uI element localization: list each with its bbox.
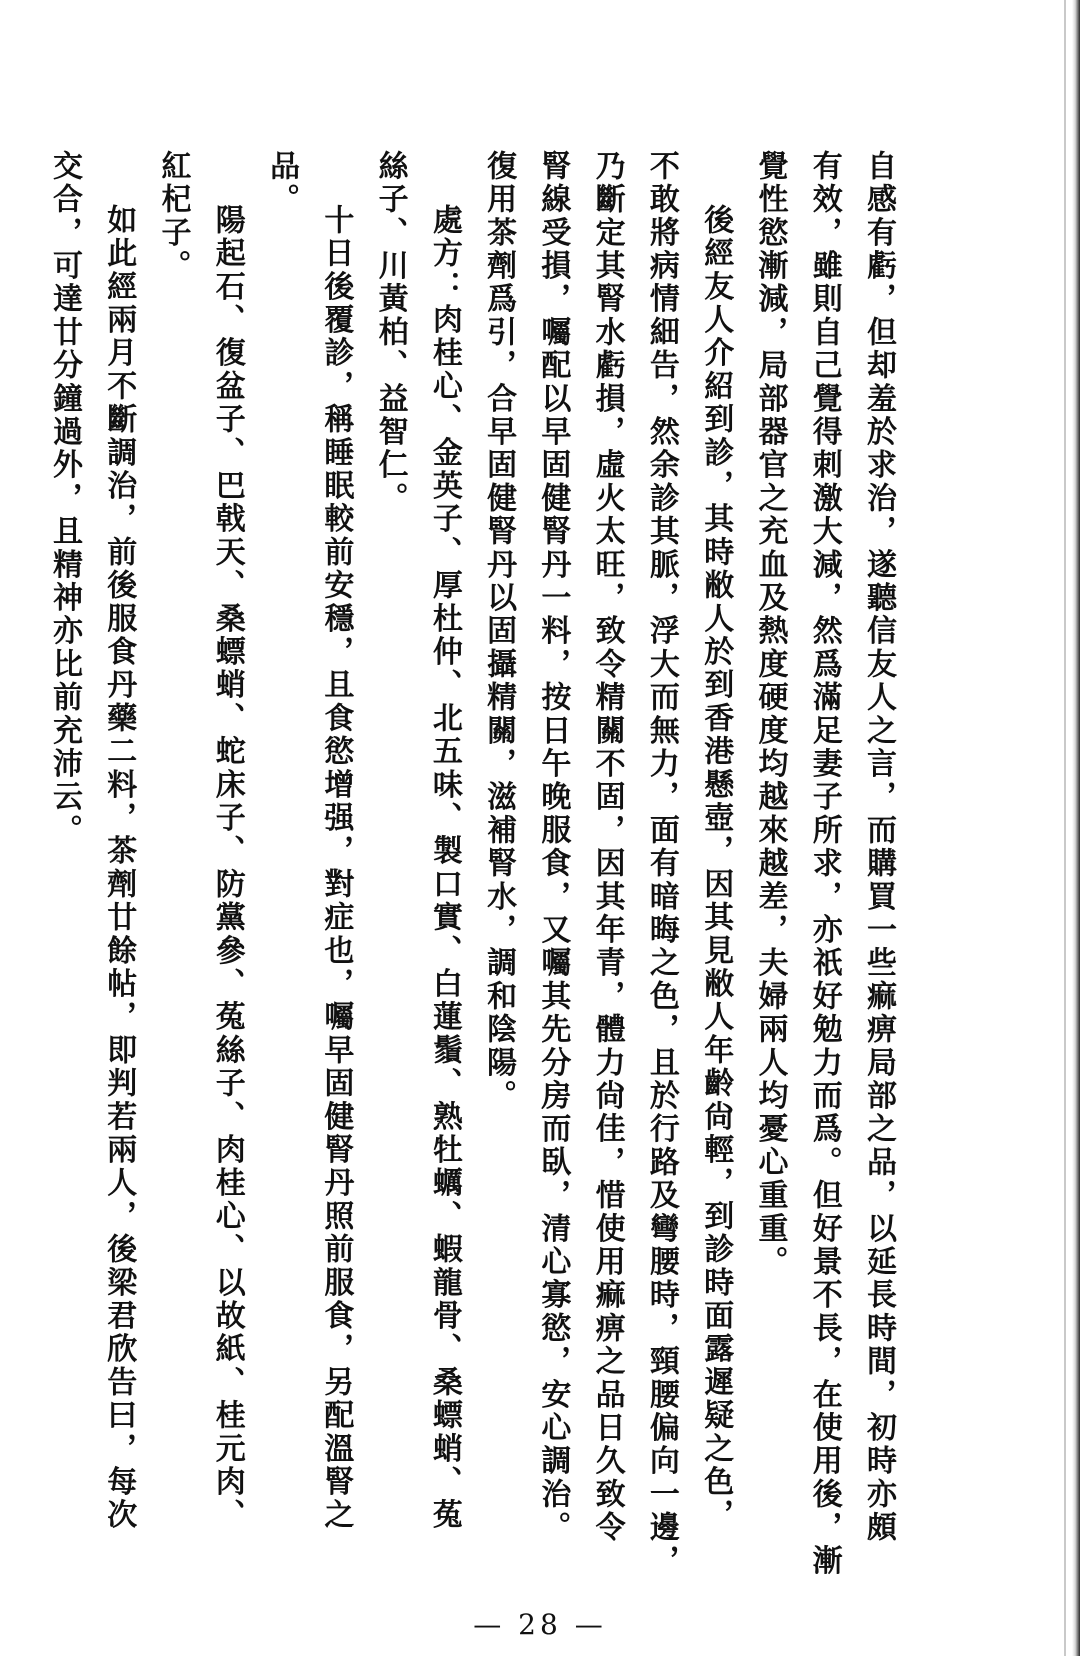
text-column-3: 覺性慾漸減，局部器官之充血及熱度硬度均越來越差，夫婦兩人均憂心重重。 — [752, 150, 788, 1279]
text-column-9: 處方：肉桂心、金英子、厚杜仲、北五味、製口實、白蓮鬚、熟牡蠣、蝦龍骨、桑螵蛸、菟 — [426, 204, 462, 1532]
text-column-2: 有效，雖則自己覺得刺激大減，然爲滿足妻子所求，亦祇好勉力而爲。但好景不長，在使用後，漸 — [806, 150, 842, 1578]
text-column-11: 十日後覆診，稱睡眠較前安穩，且食慾增强，對症也，囑早固健腎丹照前服食，另配溫腎之 — [318, 204, 354, 1532]
text-column-5: 不敢將病情細告，然余診其脈，浮大而無力，面有暗晦之色，且於行路及彎腰時，頸腰偏向一邊， — [643, 150, 679, 1578]
scan-edge — [1072, 0, 1080, 1656]
text-column-14: 紅杞子。 — [155, 150, 191, 283]
scan-edge-line — [1064, 0, 1066, 1656]
vertical-text-block — [40, 150, 902, 1590]
text-column-10: 絲子、川黃柏、益智仁。 — [372, 150, 408, 516]
text-column-12: 品。 — [264, 150, 300, 217]
text-column-8: 復用茶劑爲引，合早固健腎丹以固攝精關，滋補腎水，調和陰陽。 — [481, 150, 517, 1113]
text-column-15: 如此經兩月不斷調治，前後服食丹藥二料，茶劑廿餘帖，即判若兩人，後梁君欣告曰，每次 — [101, 204, 137, 1532]
text-column-7: 腎線受損，囑配以早固健腎丹一料，按日午晚服食，又囑其先分房而臥，清心寡慾，安心調治。 — [535, 150, 571, 1545]
text-column-16: 交合，可達廿分鐘過外，且精神亦比前充沛云。 — [47, 150, 82, 848]
text-column-1: 自感有虧，但却羞於求治，遂聽信友人之言，而購買一些痲痹局部之品，以延長時間，初時亦頗 — [860, 150, 896, 1545]
page-number: — 28 — — [473, 1608, 607, 1641]
text-column-6: 乃斷定其腎水虧損，虛火太旺，致令精關不固，因其年青，體力尙佳，惜使用痲痹之品日久致令 — [589, 150, 625, 1545]
text-column-4: 後經友人介紹到診，其時敝人於到香港懸壺，因其見敝人年齡尙輕，到診時面露遲疑之色， — [698, 204, 734, 1532]
text-column-13: 陽起石、復盆子、巴戟天、桑螵蛸、蛇床子、防黨參、菟絲子、肉桂心、以故紙、桂元肉、 — [209, 204, 245, 1532]
